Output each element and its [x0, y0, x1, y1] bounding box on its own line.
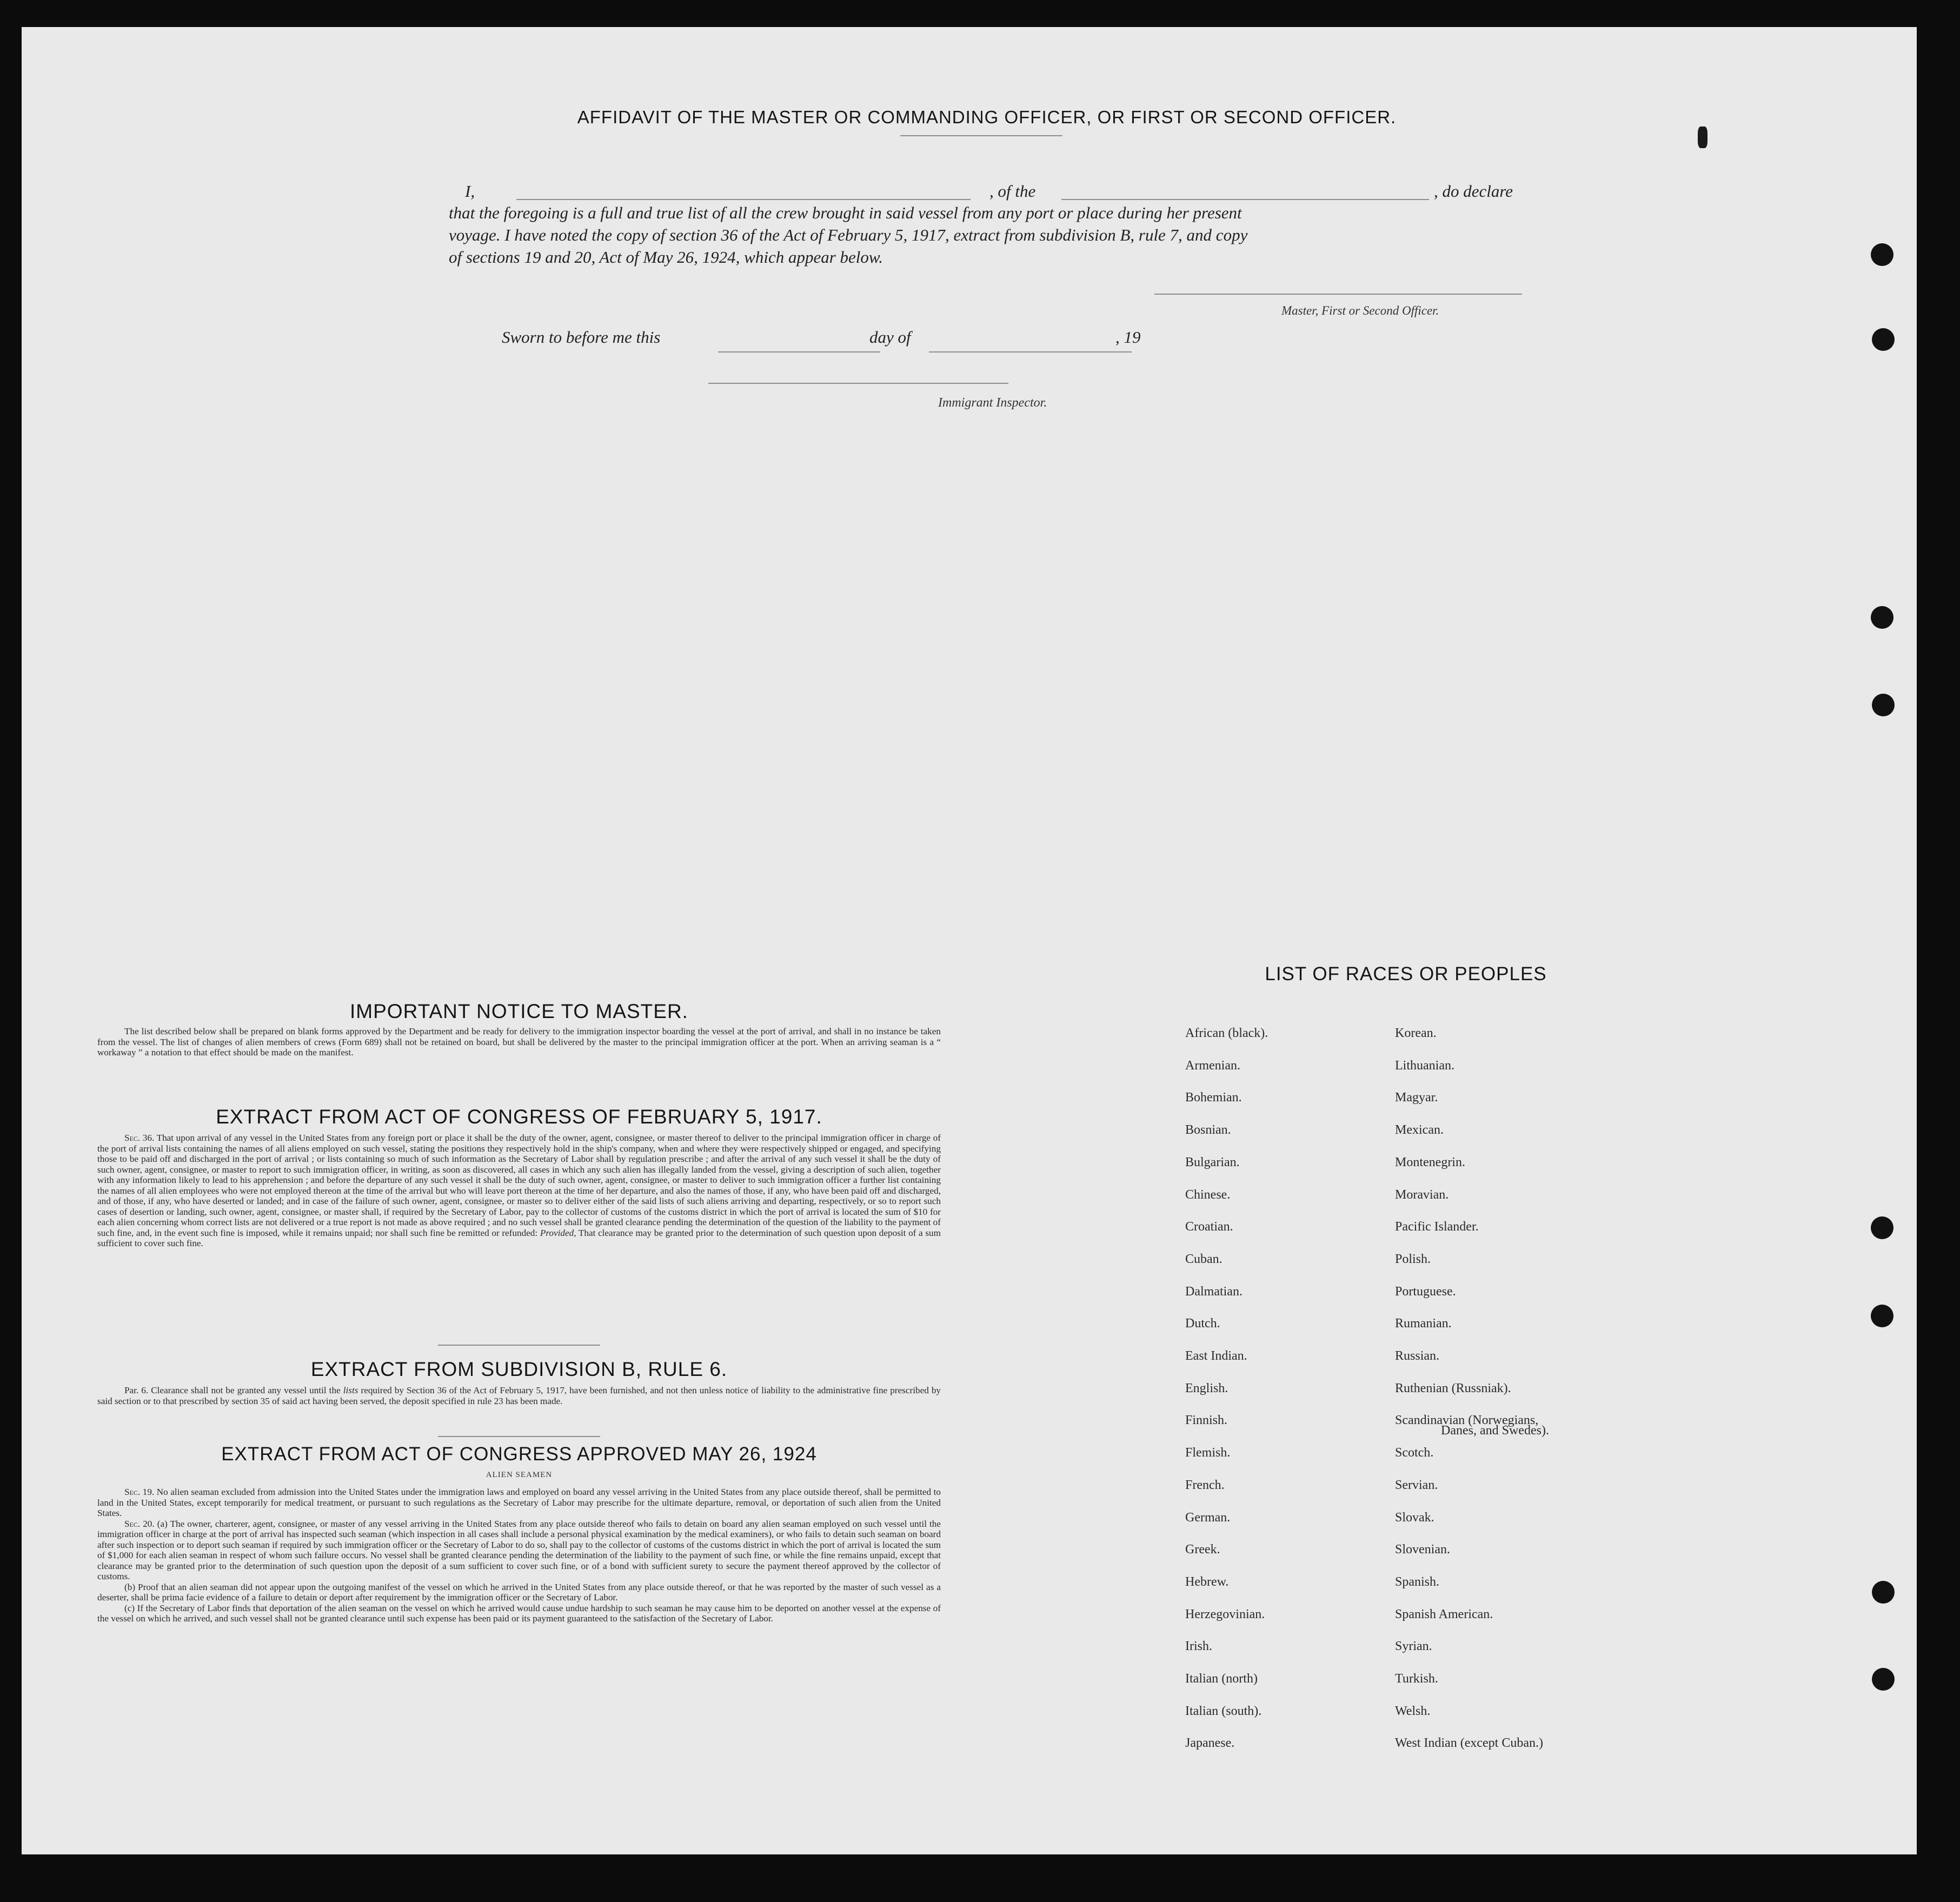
affidavit-do-declare: , do declare	[1434, 182, 1513, 201]
affidavit-of-the: , of the	[989, 182, 1036, 201]
sec36-text: That upon arrival of any vessel in the United States from any foreign port or place it shall be the duty of the owner, agent, consignee, or master thereof to deliver to the principal immigration officer in charge of the port of arrival lists containing the names of all aliens employed on such vessel, stating the positions they respectively hold in the ship's company, when and where they were respectively shipped or engaged, and specifying those to be paid off and discharged in the port of arrival ; or lists containing so much of such information as the Secretary of Labor shall by regulation prescribe ; and after the arrival of any such vessel it shall be the duty of such owner, agent, consignee, or master to report to such immigration officer, in writing, as soon as discovered, all cases in which any such alien has illegally landed from the vessel, giving a description of such alien, together with any information likely to lead to his apprehension ; and before the departure of any such vessel it shall be the duty of such owner, agent, consignee, or master to deliver to such immigration officer a further list containing the names of all alien employees who were not employed thereon at the time of the arrival but who will leave port thereon at the time of her departure, and also the names of those, if any, who have been paid off and discharged, and of those, if any, who have deserted or landed; and in case of the failure of such owner, agent, consignee, or master so to deliver either of the said lists of such aliens arriving and departing, respectively, or so to report such cases of desertion or landing, such owner, agent, consignee, or master shall, if required by the Secretary of Labor, pay to the collector of customs of the customs district in which the port of arrival is located the sum of $10 for each alien concerning whom correct lists are not delivered or a true report is not made as above required ; and no such vessel shall be granted clearance pending the determination of the question of the liability to the payment of such fine, and, in the event such fine is imposed, while it remains unpaid; nor shall such fine be remitted or refunded:	[97, 1133, 941, 1238]
sec20c-paragraph	[97, 1603, 941, 1624]
binder-hole	[1872, 1668, 1895, 1691]
day-of-text: day of	[869, 328, 911, 347]
section-divider	[438, 1345, 600, 1346]
sworn-text: Sworn to before me this	[502, 328, 661, 347]
extract-rule6-body	[97, 1385, 941, 1406]
rule6-lists: lists	[343, 1385, 358, 1395]
master-name-blank[interactable]	[516, 199, 971, 200]
race-entry: East Indian.	[1185, 1349, 1247, 1363]
notice-text: The list described below shall be prepared on blank forms approved by the Department and be ready for delivery to the immigration inspector boarding the vessel at the port of arrival, and shall in no instance be taken from the vessel. The list of changes of alien members of crews (Form 689) shall not be retained on board, but shall be delivered by the master to the principal immigration officer at the port. When an arriving seaman is a “ workaway ” a notation to that effect should be made on the manifest.	[97, 1026, 941, 1058]
extract-rule6-title: EXTRACT FROM SUBDIVISION B, RULE 6.	[310, 1358, 728, 1380]
extract-1924-body	[97, 1487, 941, 1624]
race-entry: Bohemian.	[1185, 1090, 1242, 1105]
inspector-caption: Immigrant Inspector.	[938, 396, 1047, 410]
binder-hole	[1871, 1305, 1893, 1327]
extract-1917-body	[97, 1133, 941, 1249]
race-entry: Mexican.	[1395, 1123, 1444, 1137]
race-entry: Welsh.	[1395, 1704, 1431, 1718]
year-prefix: , 19	[1115, 328, 1141, 347]
race-entry: Bulgarian.	[1185, 1155, 1240, 1169]
sec19-paragraph	[97, 1487, 941, 1519]
sec20-label: Sec. 20.	[124, 1518, 155, 1529]
binder-hole	[1871, 606, 1893, 629]
binder-hole	[1872, 694, 1895, 716]
race-entry: Scandinavian (Norwegians,	[1395, 1413, 1539, 1427]
alien-seamen-subtitle: ALIEN SEAMEN	[486, 1471, 553, 1479]
sec20a-paragraph	[97, 1519, 941, 1582]
section-divider	[438, 1436, 600, 1437]
race-entry: Scotch.	[1395, 1446, 1434, 1460]
notice-title: IMPORTANT NOTICE TO MASTER.	[350, 1000, 688, 1022]
sworn-month-blank[interactable]	[929, 351, 1132, 353]
sec19-text: No alien seaman excluded from admission into the United States under the immigration laws and employed on board any vessel arriving in the United States from any place outside thereof, shall be permitted to land in the United States, except temporarily for medical treatment, or pursuant to such regulations as the Secretary of Labor may prescribe for the ultimate departure, removal, or deportation of such alien from the United States.	[97, 1487, 941, 1518]
race-entry: Chinese.	[1185, 1188, 1231, 1202]
race-entry-continuation: Danes, and Swedes).	[1441, 1424, 1549, 1438]
ink-mark	[1698, 127, 1707, 148]
race-entry: Moravian.	[1395, 1188, 1449, 1202]
signature-caption: Master, First or Second Officer.	[1281, 304, 1439, 317]
race-entry: Turkish.	[1395, 1672, 1438, 1686]
race-entry: Slovenian.	[1395, 1542, 1450, 1557]
binder-hole	[1871, 1216, 1893, 1239]
sec20b-paragraph	[97, 1582, 941, 1603]
race-entry: Korean.	[1395, 1026, 1437, 1040]
binder-hole	[1871, 243, 1893, 266]
race-entry: English.	[1185, 1381, 1228, 1395]
sec19-label: Sec. 19.	[124, 1487, 155, 1497]
sec36-label: Sec. 36.	[124, 1133, 155, 1143]
races-title: LIST OF RACES OR PEOPLES	[1265, 963, 1547, 985]
race-entry: Italian (north)	[1185, 1672, 1258, 1686]
race-entry: Flemish.	[1185, 1446, 1231, 1460]
race-entry: Ruthenian (Russniak).	[1395, 1381, 1511, 1395]
race-entry: German.	[1185, 1511, 1231, 1525]
race-entry: West Indian (except Cuban.)	[1395, 1736, 1543, 1750]
race-entry: French.	[1185, 1478, 1225, 1492]
race-entry: Russian.	[1395, 1349, 1440, 1363]
sec20a-text: (a) The owner, charterer, agent, consignee, or master of any vessel arriving in the United States from any place outside thereof who fails to detain on board any alien seaman employed on such vessel until the immigration officer in charge at the port of arrival has inspected such seaman (which inspection in all cases shall include a personal physical examination by the medical examiners), or who fails to detain such seaman on board after such inspection or to deport such seaman if required by such immigration officer or the Secretary of Labor to do so, shall pay to the collector of customs of the customs district in which the port of arrival is located the sum of $1,000 for each alien seaman in respect of whom such failure occurs. No vessel shall be granted clearance pending the determination of the liability to the payment of such fine, or while the fine remains unpaid, except that clearance may be granted prior to the determination of such question upon the deposit of a sum sufficient to cover such fine, or of a bond with sufficient surety to secure the payment thereof approved by the collector of customs.	[97, 1518, 941, 1581]
race-entry: Lithuanian.	[1395, 1059, 1454, 1073]
affidavit-line-2: voyage. I have noted the copy of section 36 of the Act of February 5, 1917, extract from subdivision B, rule 7, and copy	[449, 225, 1248, 244]
race-entry: Magyar.	[1395, 1090, 1438, 1105]
affidavit-title: AFFIDAVIT OF THE MASTER OR COMMANDING OFFICER, OR FIRST OR SECOND OFFICER.	[577, 107, 1397, 127]
race-entry: Pacific Islander.	[1395, 1220, 1479, 1234]
race-entry: Bosnian.	[1185, 1123, 1231, 1137]
binder-hole	[1872, 328, 1895, 351]
affidavit-line-3: of sections 19 and 20, Act of May 26, 1924, which appear below.	[449, 248, 883, 267]
rule6-text-b: required by Section 36 of the Act of February 5, 1917, have been furnished, and not then unless notice of liability to the administrative fine prescribed by said section or to that prescribed by section 35 of said act having been served, the deposit specified in rule 23 has been made.	[97, 1385, 941, 1406]
document-sheet	[22, 27, 1917, 1854]
rule6-text-a: Par. 6. Clearance shall not be granted any vessel until the	[124, 1385, 341, 1395]
race-entry: Dalmatian.	[1185, 1285, 1243, 1299]
race-entry: Spanish American.	[1395, 1607, 1493, 1621]
race-entry: Armenian.	[1185, 1059, 1240, 1073]
sec20c-text: (c) If the Secretary of Labor finds that deportation of the alien seaman on the vessel on which he arrived would cause undue hardship to such seaman he may cause him to be deported on another vessel at the expense of the vessel on which he arrived, and such vessel shall not be granted clearance until such expense has been paid or its payment guaranteed to the satisfaction of the Secretary of Labor.	[97, 1602, 941, 1624]
race-entry: Croatian.	[1185, 1220, 1233, 1234]
sec36-tail: That clearance may be granted prior to the determination of such question upon deposit of a sum sufficient to cover such fine.	[97, 1227, 941, 1248]
affidavit-pronoun: I,	[465, 182, 475, 201]
race-entry: Irish.	[1185, 1639, 1212, 1653]
title-underline	[900, 135, 1062, 136]
sworn-day-blank[interactable]	[718, 351, 880, 353]
race-entry: Syrian.	[1395, 1639, 1432, 1653]
signature-line[interactable]	[1154, 294, 1522, 295]
race-entry: Montenegrin.	[1395, 1155, 1465, 1169]
race-entry: Italian (south).	[1185, 1704, 1262, 1718]
vessel-name-blank[interactable]	[1061, 199, 1429, 200]
extract-1924-title: EXTRACT FROM ACT OF CONGRESS APPROVED MAY 26, 1924	[221, 1444, 817, 1465]
race-entry: Herzegovinian.	[1185, 1607, 1265, 1621]
race-entry: Spanish.	[1395, 1575, 1440, 1589]
sec20b-text: (b) Proof that an alien seaman did not appear upon the outgoing manifest of the vessel on which he arrived in the United States from any place outside thereof, or that he was reported by the master of such vessel as a deserter, shall be prima facie evidence of a failure to detain or deport after requirement by the immigration officer or the Secretary of Labor.	[97, 1581, 941, 1602]
race-entry: African (black).	[1185, 1026, 1268, 1040]
race-entry: Greek.	[1185, 1542, 1220, 1557]
race-entry: Polish.	[1395, 1252, 1431, 1266]
race-entry: Japanese.	[1185, 1736, 1235, 1750]
affidavit-line-1: that the foregoing is a full and true list of all the crew brought in said vessel from any port or place during her present	[449, 203, 1242, 222]
race-entry: Servian.	[1395, 1478, 1438, 1492]
race-entry: Cuban.	[1185, 1252, 1222, 1266]
race-entry: Portuguese.	[1395, 1285, 1456, 1299]
extract-1917-title: EXTRACT FROM ACT OF CONGRESS OF FEBRUARY 5, 1917.	[216, 1106, 822, 1128]
race-entry: Rumanian.	[1395, 1316, 1452, 1331]
binder-hole	[1872, 1581, 1895, 1604]
race-entry: Finnish.	[1185, 1413, 1228, 1427]
race-entry: Dutch.	[1185, 1316, 1220, 1331]
race-entry: Slovak.	[1395, 1511, 1434, 1525]
notice-body	[97, 1026, 941, 1058]
provided-word: Provided,	[540, 1227, 576, 1238]
inspector-signature-line[interactable]	[708, 383, 1008, 384]
race-entry: Hebrew.	[1185, 1575, 1229, 1589]
